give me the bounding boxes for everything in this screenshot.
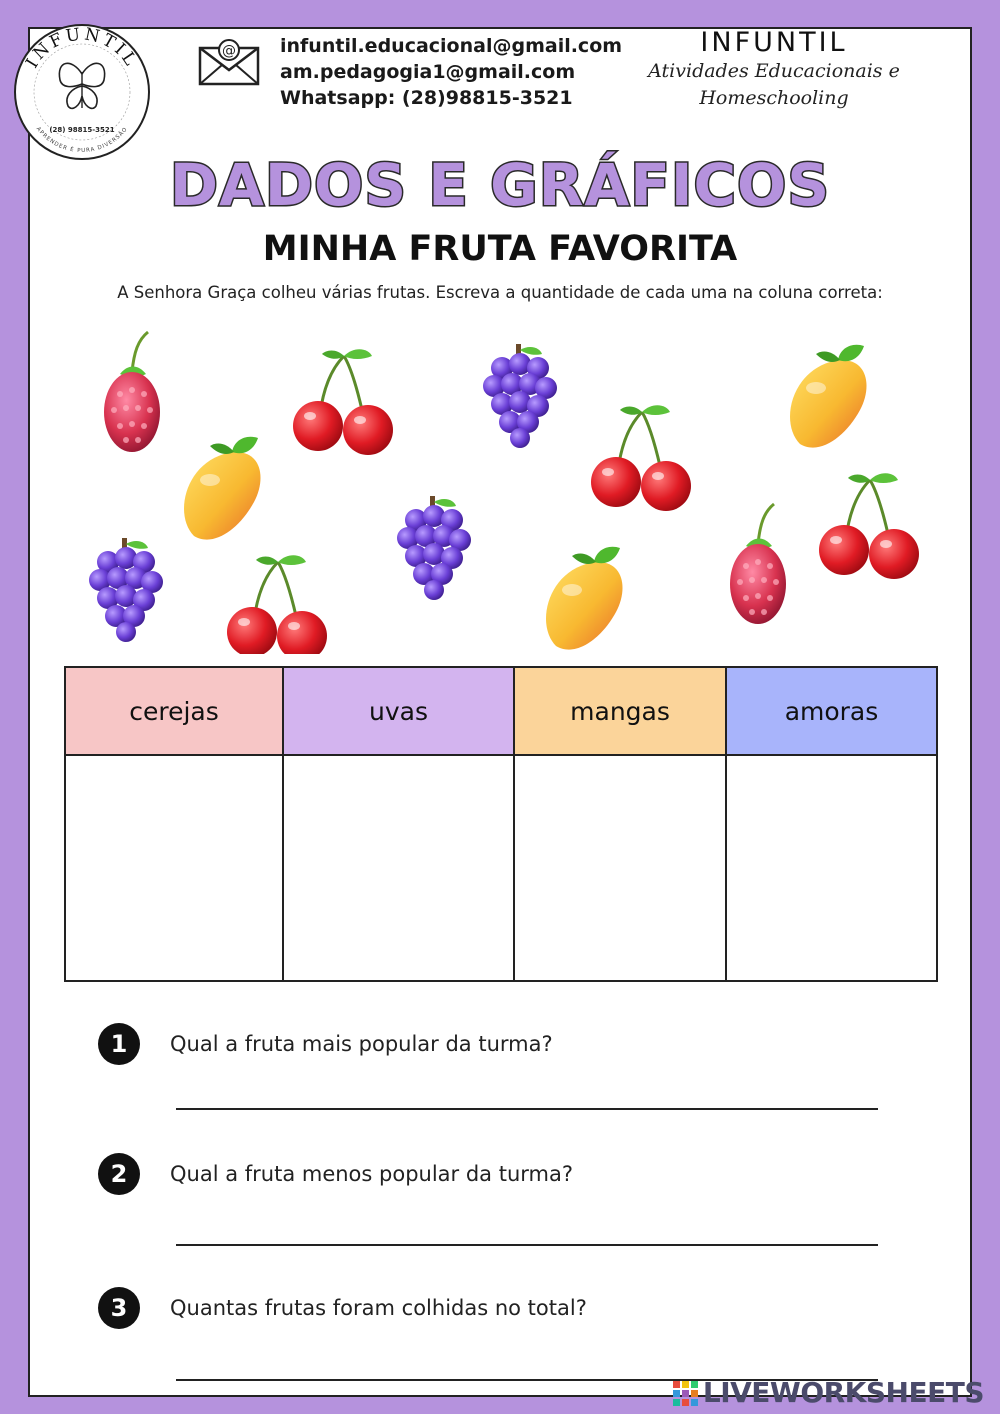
- mango-icon: [546, 547, 623, 650]
- question-number-2: 2: [98, 1153, 140, 1195]
- svg-text:@: @: [222, 43, 236, 59]
- cherry-icon: [227, 555, 327, 654]
- email-1: infuntil.educacional@gmail.com: [280, 35, 623, 57]
- contact-info: [280, 33, 622, 111]
- grapes-icon: [483, 344, 557, 448]
- question-number-1: 1: [98, 1023, 140, 1065]
- mango-icon: [790, 345, 867, 448]
- question-number-3: 3: [98, 1287, 140, 1329]
- raspberry-icon: [730, 504, 786, 624]
- watermark-text: LIVEWORKSHEETS: [702, 1376, 984, 1409]
- answer-cell-uvas[interactable]: [283, 755, 514, 981]
- brand-tagline-2: Homeschooling: [699, 87, 849, 109]
- question-2-text: Qual a fruta menos popular da turma?: [170, 1162, 574, 1186]
- cherry-icon: [591, 405, 691, 511]
- whatsapp-number: Whatsapp: (28)98815-3521: [280, 87, 573, 109]
- answer-line-1[interactable]: [176, 1108, 878, 1110]
- raspberry-icon: [104, 332, 160, 452]
- grapes-icon: [397, 496, 471, 600]
- question-2: [98, 1153, 573, 1195]
- liveworksheets-watermark: [673, 1376, 984, 1409]
- infuntil-logo: [12, 22, 152, 162]
- answer-cell-mangas[interactable]: [514, 755, 726, 981]
- worksheet-page: [22, 24, 984, 1409]
- question-1: [98, 1023, 553, 1065]
- logo-ring-text: APRENDER É PURA DIVERSÃO: [34, 126, 130, 155]
- email-2: am.pedagogia1@gmail.com: [280, 61, 576, 83]
- page-title: DADOS E GRÁFICOS: [169, 151, 831, 219]
- liveworksheets-logo-icon: [673, 1381, 699, 1407]
- header-cerejas: cerejas: [65, 667, 283, 755]
- grapes-icon: [89, 538, 163, 642]
- answer-cell-cerejas[interactable]: [65, 755, 283, 981]
- fruit-illustrations: [30, 324, 970, 654]
- header-uvas: uvas: [283, 667, 514, 755]
- logo-phone: (28) 98815-3521: [49, 126, 115, 134]
- instructions: A Senhora Graça colheu várias frutas. Escreva a quantidade de cada uma na coluna correta:: [117, 283, 883, 302]
- cherry-icon: [293, 349, 393, 455]
- brand-block: [644, 27, 904, 112]
- question-1-text: Qual a fruta mais popular da turma?: [170, 1032, 553, 1056]
- page-subtitle: MINHA FRUTA FAVORITA: [262, 229, 738, 269]
- fruit-count-table: [64, 666, 938, 982]
- header-amoras: amoras: [726, 667, 937, 755]
- header-mangas: mangas: [514, 667, 726, 755]
- mango-icon: [184, 437, 261, 540]
- cherry-icon: [819, 473, 919, 579]
- question-3-text: Quantas frutas foram colhidas no total?: [170, 1296, 587, 1320]
- answer-line-2[interactable]: [176, 1244, 878, 1246]
- brand-tagline-1: Atividades Educacionais e: [648, 60, 900, 82]
- question-3: [98, 1287, 587, 1329]
- email-envelope-icon: [198, 38, 260, 86]
- brand-name: INFUNTIL: [700, 27, 848, 58]
- answer-cell-amoras[interactable]: [726, 755, 937, 981]
- logo-name: INFUNTIL: [22, 24, 142, 72]
